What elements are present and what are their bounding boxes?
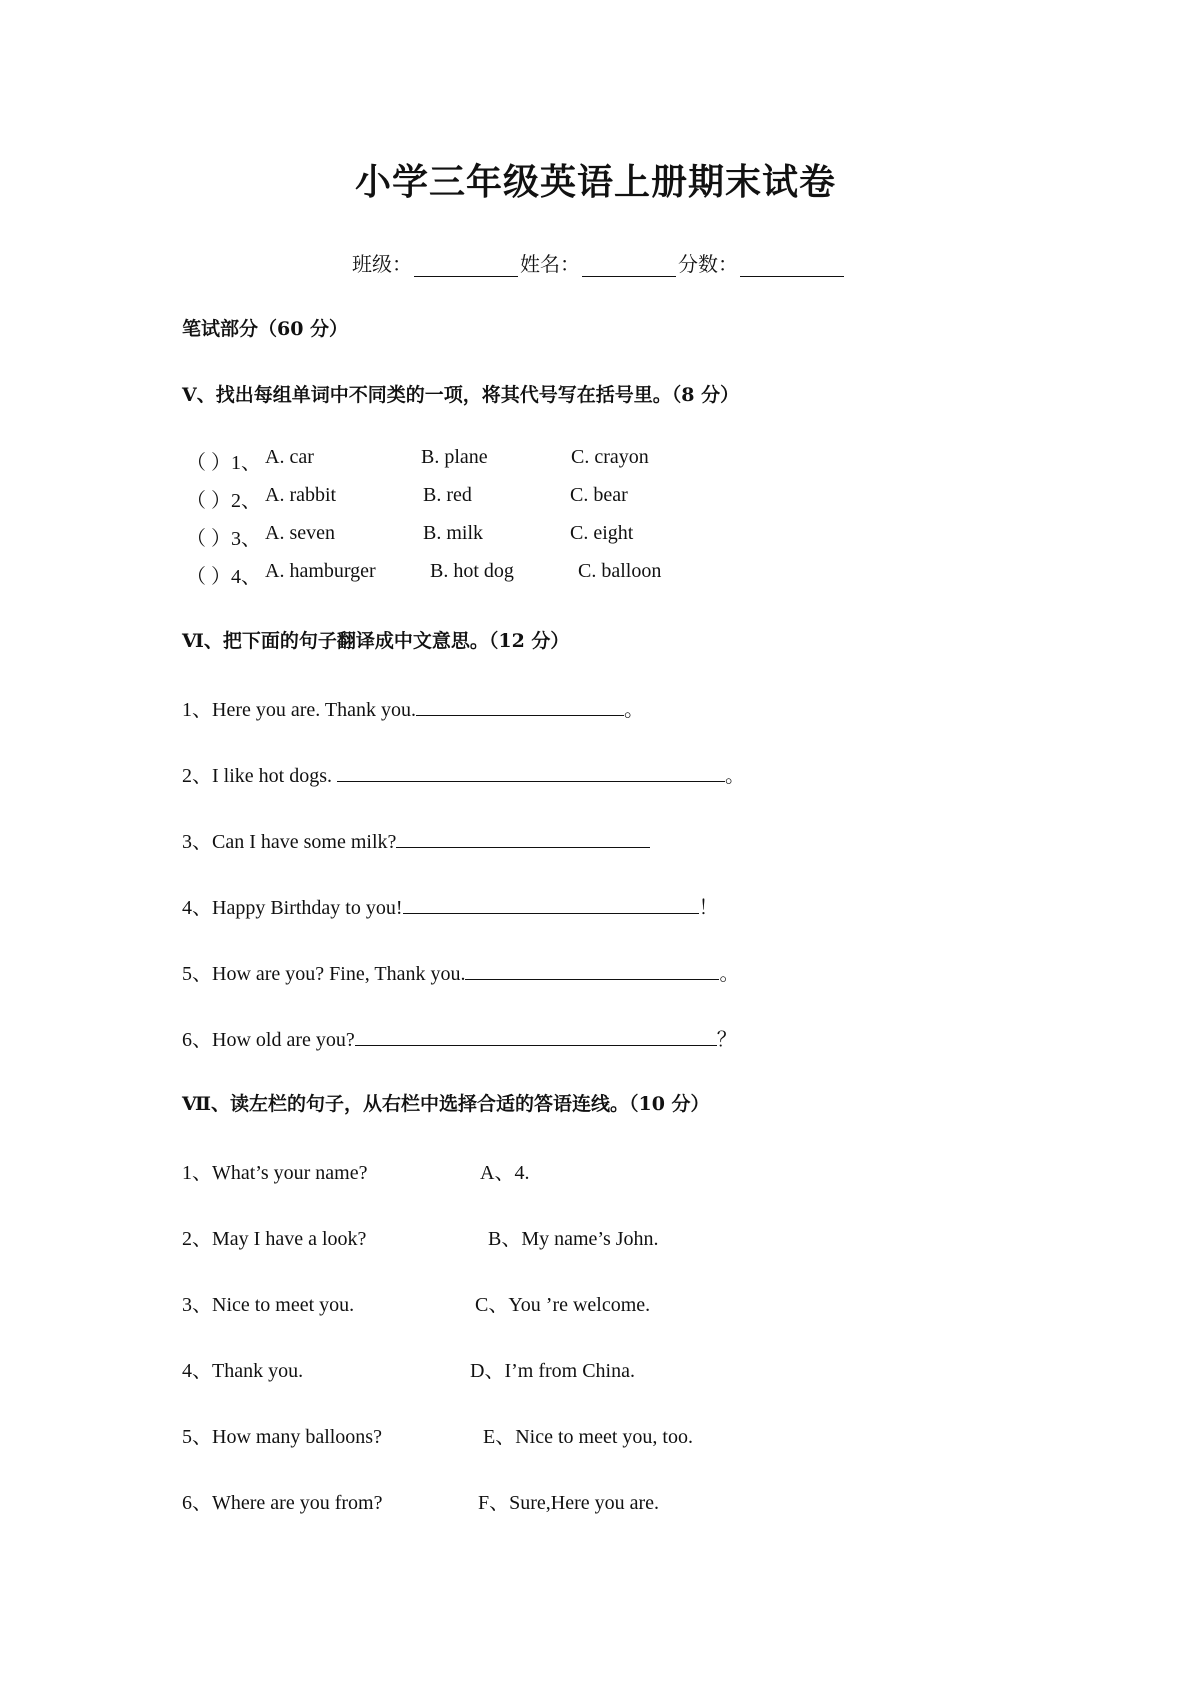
option-c: C. balloon <box>578 560 662 582</box>
option-c: C. bear <box>570 484 628 506</box>
translation-item <box>182 891 719 920</box>
right-answer: C、You ’re welcome. <box>475 1294 651 1316</box>
right-answer: F、Sure,Here you are. <box>478 1492 660 1514</box>
translation-item <box>182 1023 737 1052</box>
right-answer: D、I’m from China. <box>470 1360 635 1382</box>
sentence: 5、How are you? Fine, Thank you. <box>182 963 466 985</box>
left-question: 2、May I have a look? <box>182 1228 367 1250</box>
translation-item <box>182 825 650 854</box>
left-question: 5、How many balloons? <box>182 1426 382 1448</box>
answer-line[interactable] <box>465 959 719 980</box>
answer-line[interactable] <box>416 695 624 716</box>
answer-line[interactable] <box>355 1025 717 1046</box>
sentence: 6、How old are you? <box>182 1029 355 1051</box>
option-c: C. crayon <box>571 446 649 468</box>
option-b: B. milk <box>423 522 484 544</box>
answer-line[interactable] <box>403 893 699 914</box>
sentence: 2、I like hot dogs. <box>182 765 337 787</box>
score-blank[interactable] <box>740 254 844 277</box>
sentence-end: 。 <box>725 765 745 787</box>
right-answer: E、Nice to meet you, too. <box>483 1426 693 1448</box>
score-label: 分数： <box>678 252 738 276</box>
option-b: B. plane <box>421 446 488 468</box>
section-7-heading: Ⅶ、读左栏的句子，从右栏中选择合适的答语连线。（10 分） <box>182 1093 710 1115</box>
option-a: A. car <box>265 446 314 468</box>
answer-line[interactable] <box>396 827 650 848</box>
left-question: 4、Thank you. <box>182 1360 304 1382</box>
sentence: 4、Happy Birthday to you! <box>182 897 403 919</box>
row-prefix: （ ）3、 <box>186 528 261 550</box>
name-label: 姓名： <box>520 252 580 276</box>
option-a: A. seven <box>265 522 335 544</box>
section-written-heading: 笔试部分（60 分） <box>182 318 349 340</box>
right-answer: B、My name’s John. <box>488 1228 659 1250</box>
row-prefix: （ ）1、 <box>186 452 261 474</box>
class-label: 班级： <box>352 252 412 276</box>
option-b: B. hot dog <box>430 560 514 582</box>
sentence-end: 。 <box>624 699 645 721</box>
option-b: B. red <box>423 484 472 506</box>
sentence: 3、Can I have some milk? <box>182 831 397 853</box>
row-prefix: （ ）4、 <box>186 566 261 588</box>
name-blank[interactable] <box>582 254 676 277</box>
translation-item <box>182 693 644 722</box>
sentence-end: ？ <box>716 1029 737 1051</box>
option-a: A. hamburger <box>265 560 376 582</box>
sentence-end: ！ <box>698 897 719 919</box>
page-title: 小学三年级英语上册期末试卷 <box>354 161 836 203</box>
left-question: 6、Where are you from? <box>182 1492 383 1514</box>
student-info-line <box>352 248 846 277</box>
translation-item <box>182 957 739 986</box>
sentence: 1、Here you are. Thank you. <box>182 699 417 721</box>
translation-item <box>182 759 745 788</box>
option-a: A. rabbit <box>265 484 337 506</box>
sentence-end: 。 <box>719 963 740 985</box>
left-question: 1、What’s your name? <box>182 1162 368 1184</box>
answer-line[interactable] <box>337 761 725 782</box>
option-c: C. eight <box>570 522 634 544</box>
section-6-heading: Ⅵ、把下面的句子翻译成中文意思。（12 分） <box>182 630 570 652</box>
right-answer: A、4. <box>480 1162 530 1184</box>
left-question: 3、Nice to meet you. <box>182 1294 355 1316</box>
row-prefix: （ ）2、 <box>186 490 261 512</box>
class-blank[interactable] <box>414 254 518 277</box>
section-5-heading: Ⅴ、找出每组单词中不同类的一项，将其代号写在括号里。（8 分） <box>182 384 740 406</box>
